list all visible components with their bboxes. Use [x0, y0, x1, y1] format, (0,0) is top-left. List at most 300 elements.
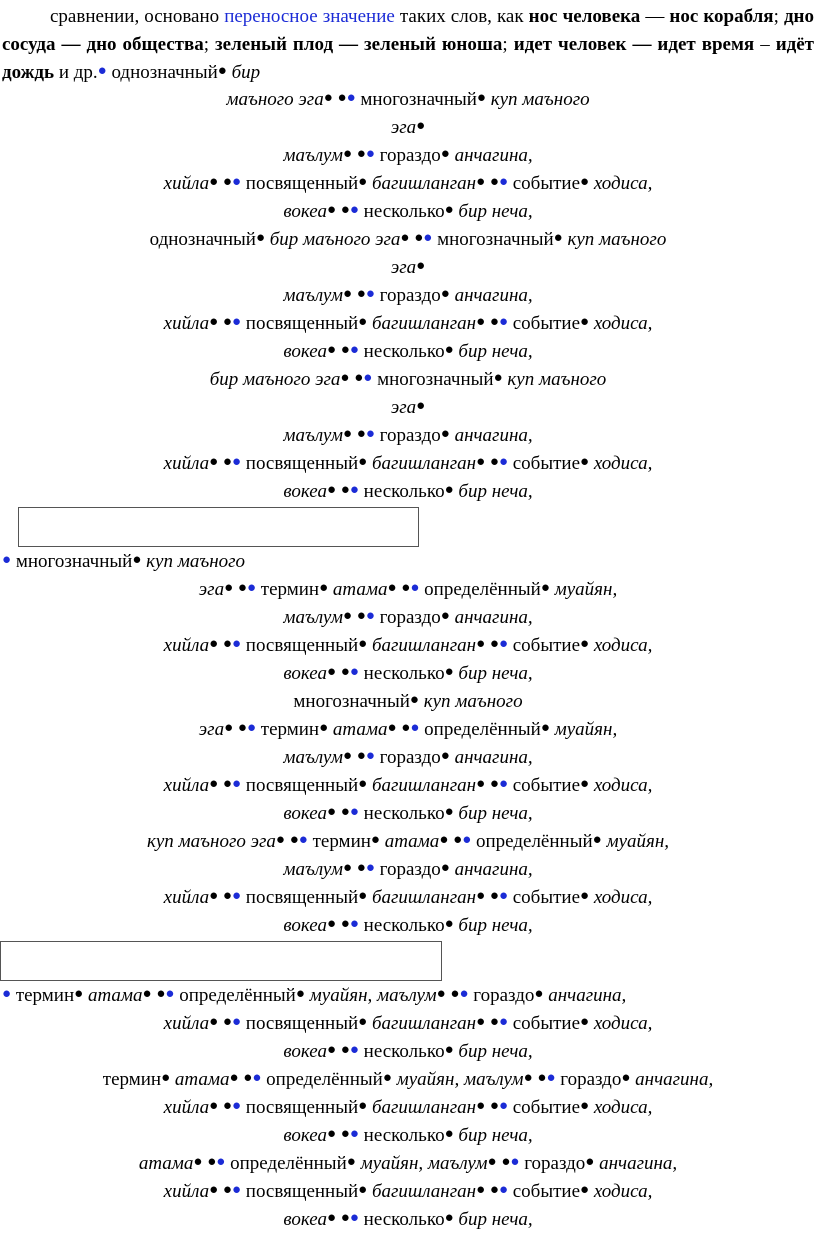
word: гораздо	[379, 747, 441, 768]
bullet-dot-icon: ●	[207, 1154, 217, 1170]
bullet-dot-icon: ●	[498, 454, 508, 470]
word: багишланган	[371, 1097, 477, 1118]
word: ходиса,	[593, 1181, 653, 1202]
word: посвященный	[245, 1097, 359, 1118]
bullet-dot-icon: ●	[439, 832, 449, 848]
bullet-dot-icon: ●	[356, 748, 366, 764]
bullet-dot-icon: ●	[237, 720, 247, 736]
bullet-dot-icon: ●	[358, 1098, 368, 1114]
bullet-dot-icon: ●	[323, 90, 333, 106]
word: гораздо	[524, 1153, 586, 1174]
bullet-dot-icon: ●	[252, 1070, 262, 1086]
word: определённый	[230, 1153, 347, 1174]
bullet-dot-icon: ●	[275, 832, 285, 848]
text-line	[0, 1066, 816, 1094]
word: вокеа	[283, 1041, 327, 1062]
bullet-dot-icon: ●	[580, 1014, 590, 1030]
text-line	[0, 366, 816, 394]
bullet-dot-icon: ●	[410, 580, 420, 596]
bullet-dot-icon: ●	[356, 860, 366, 876]
bullet-dot-icon: ●	[209, 636, 219, 652]
text: таких слов, как	[394, 6, 529, 27]
bullet-dot-icon: ●	[358, 776, 368, 792]
word: муайян, маълум	[396, 1069, 524, 1090]
bullet-dot-icon: ●	[231, 174, 242, 190]
bullet-dot-icon: ●	[489, 174, 499, 190]
bullet-dot-icon: ●	[298, 832, 308, 848]
empty-frame	[0, 941, 442, 981]
text-line	[0, 1094, 816, 1122]
word: куп маъного	[146, 551, 246, 572]
text: однозначный	[106, 62, 218, 83]
word: термин	[312, 831, 371, 852]
bullet-dot-icon: ●	[2, 986, 12, 1002]
word: эга	[390, 397, 417, 418]
bullet-dot-icon: ●	[387, 580, 397, 596]
bullet-dot-icon: ●	[476, 1098, 486, 1114]
bullet-dot-icon: ●	[209, 454, 219, 470]
bullet-dot-icon: ●	[401, 580, 411, 596]
bullet-dot-icon: ●	[365, 748, 375, 764]
bullet-dot-icon: ●	[349, 482, 359, 498]
bullet-dot-icon: ●	[462, 832, 472, 848]
bullet-dot-icon: ●	[326, 1126, 337, 1142]
bullet-dot-icon: ●	[498, 636, 508, 652]
word: атама	[332, 579, 388, 600]
bullet-dot-icon: ●	[580, 888, 590, 904]
bullet-dot-icon: ●	[416, 118, 426, 134]
bullet-dot-icon: ●	[354, 370, 364, 386]
bullet-dot-icon: ●	[358, 314, 368, 330]
bullet-dot-icon: ●	[340, 202, 350, 218]
word: бир маъного эга	[209, 369, 341, 390]
text-line	[0, 744, 816, 772]
word: багишланган	[371, 173, 477, 194]
bullet-dot-icon: ●	[2, 552, 12, 568]
word: багишланган	[371, 887, 477, 908]
word: бир неча,	[458, 341, 533, 362]
text-line	[0, 982, 816, 1010]
bold-example: нос человека	[528, 6, 641, 27]
bullet-dot-icon: ●	[476, 1014, 486, 1030]
bullet-dot-icon: ●	[580, 1098, 590, 1114]
bullet-dot-icon: ●	[444, 916, 454, 932]
word: муайян, маълум	[360, 1153, 488, 1174]
word: гораздо	[560, 1069, 622, 1090]
bullet-dot-icon: ●	[621, 1070, 631, 1086]
word: бир неча,	[458, 803, 533, 824]
word: хийла	[163, 313, 210, 334]
word: гораздо	[379, 607, 441, 628]
bold-example: идет человек — идет время	[513, 34, 755, 55]
bullet-dot-icon: ●	[476, 636, 486, 652]
word: анчагина,	[454, 145, 533, 166]
bullet-dot-icon: ●	[74, 986, 84, 1002]
word: атама	[87, 985, 143, 1006]
bullet-dot-icon: ●	[255, 230, 265, 246]
bullet-dot-icon: ●	[156, 986, 166, 1002]
word: куп маъного	[490, 89, 590, 110]
bullet-dot-icon: ●	[229, 1070, 239, 1086]
word: многозначный	[360, 89, 477, 110]
empty-frame	[18, 507, 419, 547]
bullet-dot-icon: ●	[132, 552, 142, 568]
text-line	[0, 660, 816, 688]
word: событие	[512, 1097, 581, 1118]
bullet-dot-icon: ●	[540, 580, 550, 596]
word: несколько	[363, 915, 445, 936]
bullet-dot-icon: ●	[222, 174, 232, 190]
word: вокеа	[283, 201, 327, 222]
bullet-dot-icon: ●	[346, 1154, 356, 1170]
word: маълум	[283, 607, 343, 628]
text: и др.	[54, 62, 98, 83]
bullet-dot-icon: ●	[165, 986, 175, 1002]
bullet-dot-icon: ●	[209, 174, 219, 190]
word: определённый	[424, 579, 541, 600]
word: маълум	[283, 425, 343, 446]
word: бир неча,	[458, 1209, 533, 1230]
text-line	[0, 310, 816, 338]
bullet-dot-icon: ●	[231, 1182, 242, 1198]
bullet-dot-icon: ●	[346, 90, 356, 106]
bullet-dot-icon: ●	[349, 1210, 359, 1226]
bullet-dot-icon: ●	[440, 748, 450, 764]
bullet-dot-icon: ●	[476, 174, 486, 190]
bullet-dot-icon: ●	[382, 1070, 392, 1086]
word: несколько	[363, 803, 445, 824]
word: бир неча,	[458, 1041, 533, 1062]
bold-example: нос корабля	[669, 6, 774, 27]
text: ;	[203, 34, 216, 55]
bullet-dot-icon: ●	[358, 174, 368, 190]
word: бир неча,	[458, 915, 533, 936]
bullet-dot-icon: ●	[476, 314, 486, 330]
bold-example: дно сосуда — дно общества	[2, 6, 814, 55]
bullet-dot-icon: ●	[444, 804, 454, 820]
text-line	[0, 856, 816, 884]
bold-example: зеленый плод — зеленый юноша	[215, 34, 503, 55]
text-line	[0, 254, 816, 282]
word: ходиса,	[593, 635, 653, 656]
word: эга	[198, 719, 225, 740]
bullet-dot-icon: ●	[231, 1098, 242, 1114]
word: багишланган	[371, 1013, 477, 1034]
bullet-dot-icon: ●	[319, 580, 329, 596]
bullet-dot-icon: ●	[231, 454, 242, 470]
bullet-dot-icon: ●	[216, 1154, 226, 1170]
word: несколько	[363, 481, 445, 502]
word: многозначный	[437, 229, 554, 250]
bullet-dot-icon: ●	[365, 286, 375, 302]
bullet-dot-icon: ●	[142, 986, 152, 1002]
bullet-dot-icon: ●	[436, 986, 446, 1002]
bullet-dot-icon: ●	[356, 146, 366, 162]
word: атама	[332, 719, 388, 740]
bullet-dot-icon: ●	[340, 1042, 350, 1058]
text-line	[0, 604, 816, 632]
bullet-dot-icon: ●	[340, 342, 350, 358]
word: анчагина,	[454, 285, 533, 306]
bullet-dot-icon: ●	[295, 986, 305, 1002]
word: гораздо	[379, 425, 441, 446]
word: анчагина,	[635, 1069, 714, 1090]
bullet-dot-icon: ●	[580, 454, 590, 470]
word: маълум	[283, 747, 343, 768]
bullet-dot-icon: ●	[237, 580, 247, 596]
word: хийла	[163, 1013, 210, 1034]
word: событие	[512, 1013, 581, 1034]
bullet-dot-icon: ●	[231, 888, 242, 904]
bullet-dot-icon: ●	[489, 1182, 499, 1198]
bullet-dot-icon: ●	[209, 1098, 219, 1114]
word: ходиса,	[593, 313, 653, 334]
bullet-dot-icon: ●	[340, 916, 350, 932]
bullet-dot-icon: ●	[580, 636, 590, 652]
word: термин	[260, 579, 320, 600]
bullet-dot-icon: ●	[209, 1014, 219, 1030]
bullet-dot-icon: ●	[222, 1182, 232, 1198]
bullet-dot-icon: ●	[342, 860, 353, 876]
word: бир неча,	[458, 201, 533, 222]
word: ходиса,	[593, 173, 653, 194]
bullet-dot-icon: ●	[349, 664, 359, 680]
word: хийла	[163, 1181, 210, 1202]
text-line	[0, 226, 816, 254]
bullet-dot-icon: ●	[580, 174, 590, 190]
bullet-dot-icon: ●	[444, 1210, 454, 1226]
word: посвященный	[245, 1013, 359, 1034]
bullet-dot-icon: ●	[489, 314, 499, 330]
bullet-dot-icon: ●	[410, 720, 420, 736]
word: ходиса,	[593, 1013, 653, 1034]
word: несколько	[363, 1125, 445, 1146]
word: эга	[390, 117, 417, 138]
word: эга	[198, 579, 225, 600]
word: несколько	[363, 663, 445, 684]
word: ходиса,	[593, 1097, 653, 1118]
bullet-dot-icon: ●	[476, 776, 486, 792]
word: муайян, маълум	[309, 985, 437, 1006]
bullet-dot-icon: ●	[580, 776, 590, 792]
bullet-dot-icon: ●	[489, 1014, 499, 1030]
bullet-dot-icon: ●	[476, 454, 486, 470]
bullet-dot-icon: ●	[409, 692, 419, 708]
word: анчагина,	[454, 859, 533, 880]
bullet-dot-icon: ●	[222, 314, 232, 330]
word: определённый	[179, 985, 296, 1006]
bullet-dot-icon: ●	[358, 454, 368, 470]
word: атама	[138, 1153, 194, 1174]
text-line	[0, 1206, 816, 1234]
bullet-dot-icon: ●	[534, 986, 544, 1002]
word: несколько	[363, 1209, 445, 1230]
word: вокеа	[283, 915, 327, 936]
bullet-dot-icon: ●	[476, 1182, 486, 1198]
bullet-dot-icon: ●	[358, 888, 368, 904]
bullet-dot-icon: ●	[444, 1042, 454, 1058]
word: гораздо	[473, 985, 535, 1006]
text-line	[0, 282, 816, 310]
word: вокеа	[283, 803, 327, 824]
bullet-dot-icon: ●	[349, 202, 359, 218]
word: маълум	[283, 859, 343, 880]
word: куп маъного эга	[146, 831, 276, 852]
bullet-dot-icon: ●	[326, 664, 337, 680]
word: эга	[390, 257, 417, 278]
bullet-dot-icon: ●	[243, 1070, 253, 1086]
bullet-dot-icon: ●	[440, 286, 450, 302]
bullet-dot-icon: ●	[498, 1182, 508, 1198]
bullet-dot-icon: ●	[349, 1126, 359, 1142]
bullet-dot-icon: ●	[246, 580, 257, 596]
word: ходиса,	[593, 775, 653, 796]
bullet-dot-icon: ●	[476, 90, 486, 106]
text-line	[0, 800, 816, 828]
bullet-dot-icon: ●	[416, 398, 426, 414]
bullet-dot-icon: ●	[546, 1070, 556, 1086]
bullet-dot-icon: ●	[498, 1014, 508, 1030]
text-line	[0, 422, 816, 450]
bullet-dot-icon: ●	[453, 832, 463, 848]
bullet-dot-icon: ●	[363, 370, 373, 386]
word: бир маъного эга	[269, 229, 401, 250]
word: посвященный	[245, 887, 359, 908]
bullet-dot-icon: ●	[414, 230, 424, 246]
bullet-dot-icon: ●	[358, 1182, 368, 1198]
word: событие	[512, 887, 581, 908]
text-line	[0, 884, 816, 912]
text-line	[0, 576, 816, 604]
word: хийла	[163, 1097, 210, 1118]
word: маълум	[283, 285, 343, 306]
bullet-dot-icon: ●	[209, 888, 219, 904]
bullet-dot-icon: ●	[349, 916, 359, 932]
bullet-dot-icon: ●	[289, 832, 299, 848]
word: хийла	[163, 173, 210, 194]
bullet-dot-icon: ●	[340, 804, 350, 820]
text-line	[0, 688, 816, 716]
bullet-dot-icon: ●	[217, 63, 227, 79]
bullet-dot-icon: ●	[476, 888, 486, 904]
word: событие	[512, 173, 581, 194]
bullet-dot-icon: ●	[231, 636, 242, 652]
text: —	[640, 6, 670, 27]
word: хийла	[163, 453, 210, 474]
bullet-dot-icon: ●	[387, 720, 397, 736]
word: анчагина,	[599, 1153, 678, 1174]
text-line	[0, 548, 816, 576]
word: многозначный	[293, 691, 410, 712]
word: определённый	[476, 831, 593, 852]
bullet-dot-icon: ●	[161, 1070, 171, 1086]
word: атама	[384, 831, 440, 852]
bullet-dot-icon: ●	[592, 832, 602, 848]
bullet-dot-icon: ●	[444, 482, 454, 498]
bullet-dot-icon: ●	[356, 426, 366, 442]
bullet-dot-icon: ●	[342, 286, 353, 302]
text-line	[0, 170, 816, 198]
bullet-dot-icon: ●	[319, 720, 329, 736]
bullet-dot-icon: ●	[537, 1070, 547, 1086]
bullet-dot-icon: ●	[365, 860, 375, 876]
word: определённый	[424, 719, 541, 740]
text-line	[0, 394, 816, 422]
word: несколько	[363, 1041, 445, 1062]
bullet-dot-icon: ●	[489, 636, 499, 652]
text-line	[0, 1150, 816, 1178]
bullet-dot-icon: ●	[349, 804, 359, 820]
bullet-dot-icon: ●	[489, 454, 499, 470]
bold-example: идёт дождь	[2, 34, 815, 83]
bullet-dot-icon: ●	[444, 202, 454, 218]
bullet-dot-icon: ●	[340, 1126, 350, 1142]
bullet-dot-icon: ●	[365, 608, 375, 624]
text-line	[0, 450, 816, 478]
word: куп маъного	[423, 691, 523, 712]
word: событие	[512, 775, 581, 796]
word: анчагина,	[454, 607, 533, 628]
word: посвященный	[245, 1181, 359, 1202]
bullet-dot-icon: ●	[498, 776, 508, 792]
bullet-dot-icon: ●	[553, 230, 563, 246]
bullet-dot-icon: ●	[326, 342, 337, 358]
word: анчагина,	[548, 985, 627, 1006]
word: вокеа	[283, 1125, 327, 1146]
bullet-dot-icon: ●	[540, 720, 550, 736]
bullet-dot-icon: ●	[340, 664, 350, 680]
text-line	[0, 478, 816, 506]
text-line	[0, 1122, 816, 1150]
word: хийла	[163, 887, 210, 908]
word: куп маъного	[567, 229, 667, 250]
bullet-dot-icon: ●	[222, 888, 232, 904]
word: бир неча,	[458, 663, 533, 684]
text-line	[0, 828, 816, 856]
bullet-dot-icon: ●	[193, 1154, 203, 1170]
bullet-dot-icon: ●	[400, 230, 410, 246]
bullet-dot-icon: ●	[370, 832, 380, 848]
bullet-dot-icon: ●	[365, 426, 375, 442]
text: ;	[502, 34, 514, 55]
word: багишланган	[371, 313, 477, 334]
text-line	[0, 198, 816, 226]
word: багишланган	[371, 635, 477, 656]
bullet-dot-icon: ●	[326, 202, 337, 218]
bullet-dot-icon: ●	[224, 580, 234, 596]
bullet-dot-icon: ●	[342, 426, 353, 442]
bullet-dot-icon: ●	[337, 90, 347, 106]
word: однозначный	[149, 229, 256, 250]
text: –	[754, 34, 776, 55]
bullet-dot-icon: ●	[580, 314, 590, 330]
word: несколько	[363, 341, 445, 362]
bullet-dot-icon: ●	[450, 986, 460, 1002]
word: муайян,	[554, 719, 618, 740]
bullet-dot-icon: ●	[222, 776, 232, 792]
word: термин	[15, 985, 75, 1006]
bullet-dot-icon: ●	[585, 1154, 595, 1170]
bullet-dot-icon: ●	[326, 1042, 337, 1058]
word: гораздо	[379, 285, 441, 306]
bullet-dot-icon: ●	[97, 63, 107, 79]
word: посвященный	[245, 635, 359, 656]
bullet-dot-icon: ●	[349, 342, 359, 358]
bullet-dot-icon: ●	[498, 1098, 508, 1114]
word: багишланган	[371, 453, 477, 474]
bullet-dot-icon: ●	[444, 342, 454, 358]
word: багишланган	[371, 1181, 477, 1202]
